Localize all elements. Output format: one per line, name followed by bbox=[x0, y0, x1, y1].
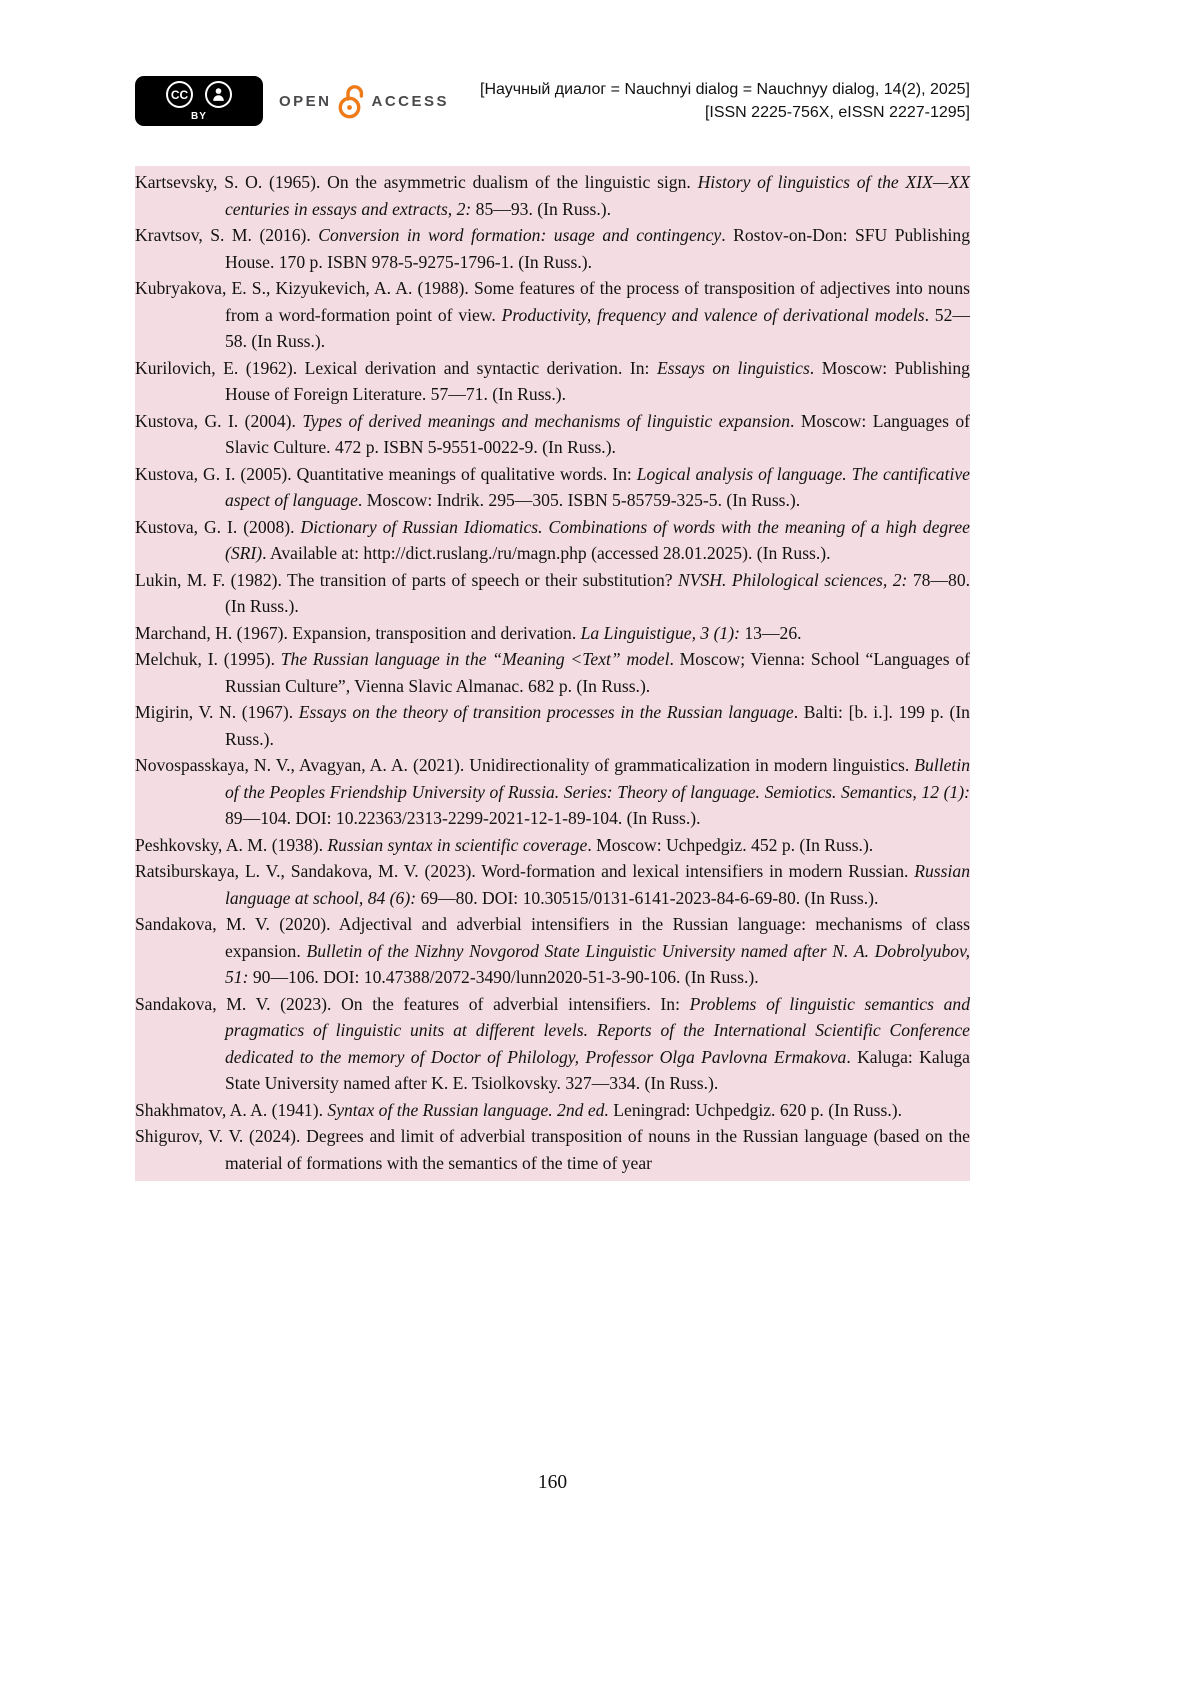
ref-text-segment: Russian language at school, 84 (6): bbox=[225, 861, 970, 908]
cc-icons-row bbox=[166, 81, 232, 108]
ref-text-segment: NVSH. Philological sciences, 2: bbox=[678, 569, 908, 590]
ref-text-segment: Kustova, G. I. (2005). Quantitative meanings of qualitative words. In: bbox=[135, 463, 637, 484]
reference-entry bbox=[135, 275, 970, 355]
ref-text-segment: Russian syntax in scientific coverage bbox=[327, 834, 588, 855]
reference-entry bbox=[135, 567, 970, 620]
page-number: 160 bbox=[537, 1472, 568, 1493]
ref-text-segment: 69—80. DOI: 10.30515/0131-6141-2023-84-6-69-80. (In Russ.). bbox=[416, 887, 879, 908]
ref-text-segment: The Russian language in the “Meaning <Text” model bbox=[280, 649, 670, 669]
ref-text-segment: . Kaluga: Kaluga State University named after K. E. Tsiolkovsky. 327—334. (In Russ.). bbox=[225, 1046, 970, 1093]
ref-text-segment: . Moscow: Uchpedgiz. 452 p. (In Russ.). bbox=[587, 834, 874, 855]
cc-icon: CC bbox=[166, 81, 193, 108]
ref-text-segment: Ratsiburskaya, L. V., Sandakova, M. V. (2023). Word-formation and lexical intensifiers in modern Russian. bbox=[135, 861, 915, 881]
journal-header-text bbox=[480, 78, 970, 124]
ref-text-segment: 85—93. (In Russ.). bbox=[471, 198, 612, 219]
reference-entry bbox=[135, 222, 970, 275]
journal-title-line: [Научный диалог = Nauchnyi dialog = Nauchnyy dialog, 14(2), 2025] bbox=[480, 81, 970, 98]
reference-entry bbox=[135, 408, 970, 461]
ref-text-segment: . Moscow; Vienna: School “Languages of Russian Culture”, Vienna Slavic Almanac. 682 p. (In Russ.). bbox=[225, 649, 970, 696]
ref-text-segment: 13—26. bbox=[739, 622, 802, 643]
ref-text-segment: Lukin, M. F. (1982). The transition of parts of speech or their substitution? bbox=[135, 569, 679, 590]
ref-text-segment: Kubryakova, E. S., Kizyukevich, A. A. (1988). Some features of the process of transposition of adjectives into nouns from a word-formation point of view. bbox=[135, 278, 970, 325]
header-logos bbox=[135, 76, 449, 126]
reference-entry bbox=[135, 620, 970, 647]
open-access-open-label: OPEN bbox=[279, 92, 332, 110]
ref-text-segment: 78—80. (In Russ.). bbox=[225, 569, 971, 616]
reference-entry bbox=[135, 858, 970, 911]
ref-text-segment: Syntax of the Russian language. 2nd ed. bbox=[327, 1099, 609, 1120]
reference-entry bbox=[135, 1123, 970, 1176]
ref-text-segment: . Moscow: Publishing House of Foreign Literature. 57—71. (In Russ.). bbox=[225, 357, 970, 404]
person-icon bbox=[205, 81, 232, 108]
ref-text-segment: Bulletin of the Peoples Friendship University of Russia. Series: Theory of language. Semiotics. Semantics, 12 (1): bbox=[225, 755, 970, 802]
ref-text-segment: Kartsevsky, S. O. (1965). On the asymmetric dualism of the linguistic sign. bbox=[135, 172, 698, 192]
open-lock-icon bbox=[338, 83, 366, 119]
references-list bbox=[135, 166, 970, 1181]
reference-entry bbox=[135, 832, 970, 859]
ref-text-segment: Types of derived meanings and mechanisms of linguistic expansion bbox=[302, 410, 791, 431]
ref-text-segment: . Moscow: Indrik. 295—305. ISBN 5-85759-325-5. (In Russ.). bbox=[357, 490, 801, 510]
ref-text-segment: Dictionary of Russian Idiomatics. Combinations of words with the meaning of a high degree (SRI) bbox=[225, 516, 970, 563]
ref-text-segment: Logical analysis of language. The cantificative aspect of language bbox=[225, 463, 970, 510]
ref-text-segment: Peshkovsky, A. M. (1938). bbox=[135, 834, 328, 855]
ref-text-segment: . Rostov-on-Don: SFU Publishing House. 170 p. ISBN 978-5-9275-1796-1. (In Russ.). bbox=[225, 225, 970, 272]
page-header bbox=[135, 76, 970, 126]
cc-by-label: BY bbox=[191, 111, 207, 122]
reference-entry bbox=[135, 646, 970, 699]
ref-text-segment: 90—106. DOI: 10.47388/2072-3490/lunn2020-51-3-90-106. (In Russ.). bbox=[248, 967, 759, 987]
reference-entry bbox=[135, 911, 970, 991]
reference-entry bbox=[135, 991, 970, 1097]
ref-text-segment: Migirin, V. N. (1967). bbox=[135, 702, 299, 722]
reference-entry bbox=[135, 514, 970, 567]
reference-entry bbox=[135, 699, 970, 752]
ref-text-segment: La Linguistigue, 3 (1): bbox=[580, 622, 740, 643]
ref-text-segment: History of linguistics of the XIX—XX centuries in essays and extracts, 2: bbox=[225, 172, 970, 219]
issn-line: [ISSN 2225-756X, eISSN 2227-1295] bbox=[704, 104, 970, 121]
ref-text-segment: . Available at: http://dict.ruslang./ru/magn.php (accessed 28.01.2025). (In Russ.). bbox=[262, 543, 831, 563]
reference-entry bbox=[135, 1097, 970, 1124]
ref-text-segment: Sandakova, M. V. (2023). On the features of adverbial intensifiers. In: bbox=[135, 993, 690, 1014]
ref-text-segment: Kurilovich, E. (1962). Lexical derivation and syntactic derivation. In: bbox=[135, 357, 657, 378]
ref-text-segment: Kustova, G. I. (2008). bbox=[135, 516, 301, 537]
reference-entry bbox=[135, 355, 970, 408]
ref-text-segment: . 52—58. (In Russ.). bbox=[225, 304, 970, 351]
ref-text-segment: Productivity, frequency and valence of derivational models bbox=[501, 304, 925, 325]
cc-by-badge bbox=[135, 76, 263, 126]
open-access-access-label: ACCESS bbox=[371, 92, 450, 110]
ref-text-segment: 89—104. DOI: 10.22363/2313-2299-2021-12-1-89-104. (In Russ.). bbox=[225, 808, 701, 828]
ref-text-segment: Essays on the theory of transition processes in the Russian language bbox=[298, 702, 794, 722]
ref-text-segment: Bulletin of the Nizhny Novgorod State Linguistic University named after N. A. Dobrolyubov, 51: bbox=[225, 940, 971, 987]
ref-text-segment: Essays on linguistics bbox=[656, 357, 810, 378]
open-access-logo bbox=[279, 83, 449, 119]
ref-text-segment: Marchand, H. (1967). Expansion, transposition and derivation. bbox=[135, 622, 581, 643]
ref-text-segment: Shigurov, V. V. (2024). Degrees and limit of adverbial transposition of nouns in the Russian language (based on the material of formations with the semantics of the time of year bbox=[135, 1126, 970, 1173]
ref-text-segment: Melchuk, I. (1995). bbox=[135, 649, 281, 669]
ref-text-segment: Conversion in word formation: usage and contingency bbox=[318, 225, 722, 245]
reference-entry bbox=[135, 169, 970, 222]
ref-text-segment: Leningrad: Uchpedgiz. 620 p. (In Russ.). bbox=[608, 1099, 903, 1120]
ref-text-segment: Novospasskaya, N. V., Avagyan, A. A. (2021). Unidirectionality of grammaticalization in modern linguistics. bbox=[135, 755, 915, 775]
reference-entry bbox=[135, 752, 970, 832]
ref-text-segment: . Moscow: Languages of Slavic Culture. 472 p. ISBN 5-9551-0022-9. (In Russ.). bbox=[225, 410, 970, 457]
ref-text-segment: Sandakova, M. V. (2020). Adjectival and adverbial intensifiers in the Russian language: mechanisms of class expansion. bbox=[135, 914, 970, 961]
ref-text-segment: Problems of linguistic semantics and pragmatics of linguistic units at different levels. Reports of the International Scientific Conference dedicated to the memory of Doctor of Philology, Professor Olga Pavlovna Ermakova bbox=[225, 993, 970, 1067]
ref-text-segment: Shakhmatov, A. A. (1941). bbox=[135, 1099, 328, 1120]
ref-text-segment: . Balti: [b. i.]. 199 p. (In Russ.). bbox=[225, 702, 970, 749]
ref-text-segment: Kravtsov, S. M. (2016). bbox=[135, 225, 319, 245]
ref-text-segment: Kustova, G. I. (2004). bbox=[135, 410, 303, 431]
reference-entry bbox=[135, 461, 970, 514]
